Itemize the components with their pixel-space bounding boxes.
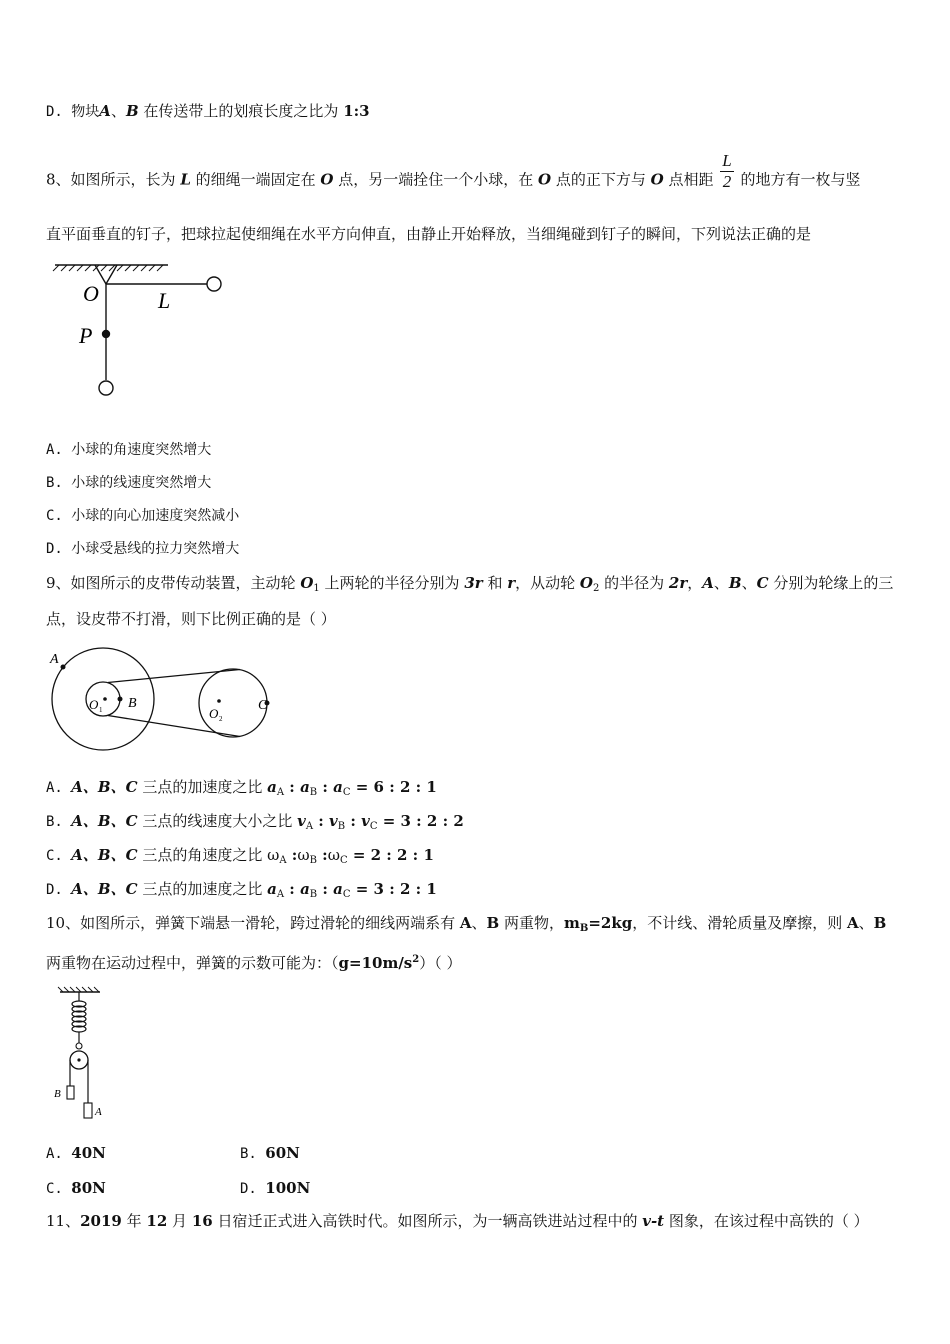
q9-option-a: A. A、B、C 三点的加速度之比 $a_A$ : $a_B$ : $a_C = 6$ : 2 : 1 — [46, 778, 437, 798]
q9-stem-line2: 点，设皮带不打滑，则下比例正确的是（ ） — [46, 610, 336, 628]
q8-option-a: A. 小球的角速度突然增大 — [46, 442, 212, 458]
label-o: O — [83, 281, 99, 306]
fraction-l-over-2: $\frac{L}{2}$ — [722, 151, 732, 191]
q10-option-b: B. 60N — [240, 1144, 300, 1162]
q10-stem-line1: 10、如图所示，弹簧下端悬一滑轮，跨过滑轮的细线两端系有 A、B 两重物，$m_B=2kg$，不计线、滑轮质量及摩擦，则 A、B — [46, 914, 887, 934]
label-o2-sub: 2 — [219, 715, 223, 723]
label-o1-sub: 1 — [99, 706, 103, 714]
label-p: P — [79, 323, 93, 348]
q8-stem-line1: 8、如图所示，长为 L 的细绳一端固定在 O 点，另一端拴住一个小球，在 O 点的正下方与 O 点相距 $\frac{L}{2}$ 的地方有一枚与竖 — [46, 151, 861, 191]
q7-option-d: D. 物块A、B 在传送带上的划痕长度之比为 1:3 — [46, 102, 370, 120]
label-a: A — [95, 1106, 102, 1118]
label-c: C — [258, 698, 268, 713]
q9-belt-figure — [45, 643, 285, 758]
q10-stem-line2: 两重物在运动过程中，弹簧的示数可能为：$(g=10m/s^2)$（ ） — [46, 954, 462, 972]
label-b: B — [128, 696, 137, 711]
q8-stem-line2: 直平面垂直的钉子，把球拉起使细绳在水平方向伸直，由静止开始释放，当细绳碰到钉子的瞬间，下列说法正确的是 — [46, 225, 812, 243]
q9-option-c: C. A、B、C 三点的角速度之比 $\omega_A$ $:\omega_B$ $:\omega_C = 2$ : 2 : 1 — [46, 846, 434, 866]
q8-option-b: B. 小球的线速度突然增大 — [46, 475, 212, 491]
q8-option-d: D. 小球受悬线的拉力突然增大 — [46, 541, 240, 557]
q8-option-c: C. 小球的向心加速度突然减小 — [46, 508, 240, 524]
q9-option-d: D. A、B、C 三点的加速度之比 $a_A$ : $a_B$ : $a_C = 3$ : 2 : 1 — [46, 880, 437, 900]
label-b: B — [54, 1088, 61, 1100]
q8-pendulum-figure — [50, 258, 230, 403]
q10-option-a: A. 40N — [46, 1144, 106, 1162]
q10-option-d: D. 100N — [240, 1179, 311, 1197]
q9-option-b: B. A、B、C 三点的线速度大小之比 $v_A$ : $v_B$ : $v_C = 3$ : 2 : 2 — [46, 812, 464, 832]
q9-stem-line1: 9、如图所示的皮带传动装置，主动轮 $O_1$ 上两轮的半径分别为 3r 和 r，从动轮 $O_2$ 的半径为 2r，A、B、C 分别为轮缘上的三 — [46, 574, 894, 594]
label-a: A — [50, 652, 59, 667]
label-o1: O — [89, 697, 99, 712]
q10-spring-pulley-figure — [50, 985, 120, 1125]
q11-stem-line1: 11、2019 年 12 月 16 日宿迁正式进入高铁时代。如图所示，为一辆高铁进站过程中的 v-t 图象，在该过程中高铁的（ ） — [46, 1212, 869, 1230]
label-l: L — [158, 288, 171, 313]
label-o2: O — [209, 706, 219, 721]
q10-option-c: C. 80N — [46, 1179, 106, 1197]
